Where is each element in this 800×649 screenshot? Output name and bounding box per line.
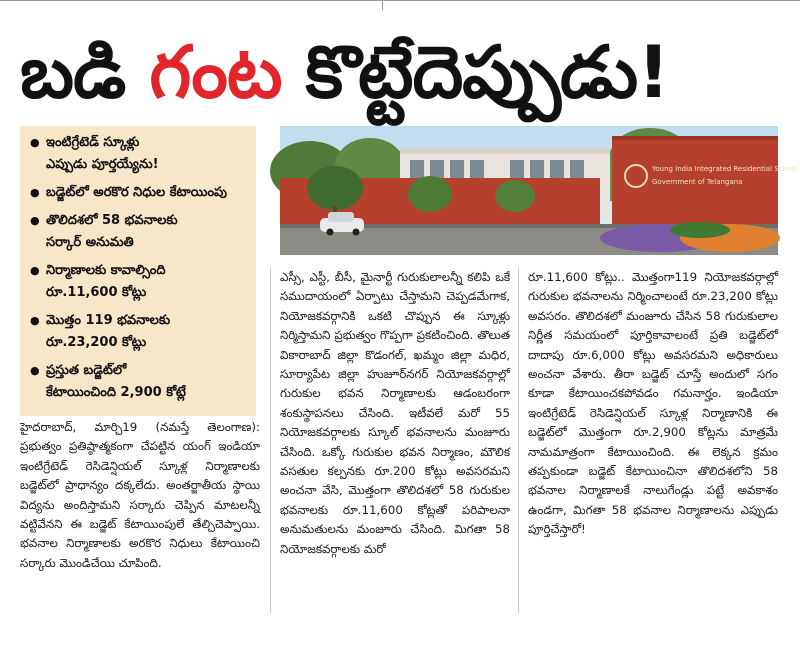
highlight-item: ● తొలిదశలో 58 భవనాలకు సర్కార్ అనుమతి xyxy=(30,210,250,254)
highlight-item: ● మొత్తం 119 భవనాలకు రూ.23,200 కోట్లు xyxy=(30,310,250,354)
headline xyxy=(20,22,780,122)
article-paragraph: హైదరాబాద్, మార్చి19 (నమస్తే తెలంగాణ): ప్రభుత్వం ప్రతిష్ఠాత్మకంగా చేపట్టిన యంగ్ ఇండియా ఇంటిగ్రేటెడ్ రెసిడెన్షియల్ స్కూళ్ల నిర్మాణాలకు బడ్జెట్‌లో ప్రాధాన్యం దక్కలేదు. అంతర్జాతీయ స్థాయి విద్యను అందిస్తామని సర్కారు చెప్పిన మాటలన్నీ వట్టివేనని ఈ బడ్జెట్ కేటాయింపులే తేల్చిచెప్పాయి. భవనాల నిర్మాణాలకు అరకొర నిధులు కేటాయించి సర్కారు మొండిచేయి చూపింది. xyxy=(20,420,260,570)
article-column-2 xyxy=(280,268,510,559)
highlight-item: ● ఇంటిగ్రేటెడ్ స్కూళ్లు ఎప్పుడు పూర్తయ్యేను! xyxy=(30,132,250,176)
article-column-3 xyxy=(528,268,778,540)
sign-text-line1: Young India Integrated Residential School xyxy=(652,165,798,173)
highlights-box xyxy=(20,126,256,416)
headline-word-1: బడి xyxy=(20,30,126,114)
column-divider xyxy=(518,268,519,613)
school-building-photo xyxy=(280,126,798,255)
highlight-item: ● బడ్జెట్‌లో అరకొర నిధుల కేటాయింపు xyxy=(30,182,250,204)
article-paragraph: రూ.11,600 కోట్లు.. మొత్తంగా119 నియోజకవర్గాల్లో గురుకుల భవనాలను నిర్మించాలంటే రూ.23,200 కోట్లు అవసరం. తొలిదశలో మంజూరు చేసిన 58 గురుకులాల నిర్ణీత సమయంలో పూర్తికావాలంటే ప్రతి బడ్జెట్‌లో దాదాపు రూ.6,000 కోట్లు అవసరమని అధికారులు అంచనా వేశారు. తీరా బడ్జెట్ చూస్తే అందులో సగం కూడా కేటాయించకపోవడం గమనార్హం. ఇండియా ఇంటిగ్రేటెడ్ రెసిడెన్షియల్ స్కూళ్ల నిర్మాణానికి ఈ బడ్జెట్‌లో మొత్తంగా రూ.2,900 కోట్లను మాత్రమే నామమాత్రంగా కేటాయించింది. ఈ లెక్కన క్రమం తప్పకుండా బడ్జెట్ కేటాయించినా తొలిదశలోని 58 భవనాల నిర్మాణాలకే నాలుగేండ్లు పట్టే అవకాశం ఉండగా, మిగతా 58 భవనాల నిర్మాణాలను ఎప్పుడు పూర్తిచేస్తారో! xyxy=(528,270,778,537)
top-border xyxy=(0,0,800,7)
article-paragraph: ఎస్సీ, ఎస్టీ, బీసీ, మైనార్టీ గురుకులాలన్నీ కలిపి ఒకే సముదాయంలో ఏర్పాటు చేస్తామని చెప్పడమేగాక, నియోజకవర్గానికి ఒకటి చొప్పున ఈ స్కూళ్లు నిర్మిస్తామని ప్రభుత్వం గొప్పగా ప్రకటించింది. తొలుత వికారాబాద్ జిల్లా కొడంగల్, ఖమ్మం జిల్లా మధిర, సూర్యాపేట జిల్లా హుజూర్‌నగర్ నియోజకవర్గాల్లో గురుకుల భవన నిర్మాణాలకు ఆడంబరంగా శంకుస్థాపనలు చేసింది. ఇటీవలే మరో 55 నియోజకవర్గాలకు స్కూల్ భవనాలను మంజూరు చేసింది. ఒక్కో గురుకుల భవన నిర్మాణం, మౌలిక వసతుల కల్పనకు రూ.200 కోట్లు అవసరమని అంచనా వేసి, మొత్తంగా తొలిదశలో 58 గురుకుల భవనాలకు రూ.11,600 కోట్లతో పరిపాలనా అనుమతులను మంజూరు చేసింది. మిగతా 58 నియోజకవర్గాలకు మరో xyxy=(280,270,510,556)
sign-text-line2: Government of Telangana xyxy=(652,178,743,186)
headline-word-3: కొట్టేదెప్పుడు! xyxy=(305,30,669,114)
highlight-item: ● ప్రస్తుత బడ్జెట్‌లో కేటాయించింది 2,900 కోట్లే xyxy=(30,360,250,404)
column-divider xyxy=(270,268,271,613)
article-column-1 xyxy=(20,418,260,573)
highlight-item: ● నిర్మాణాలకు కావాల్సింది రూ.11,600 కోట్లు xyxy=(30,260,250,304)
headline-word-2-red: గంట xyxy=(149,30,282,114)
